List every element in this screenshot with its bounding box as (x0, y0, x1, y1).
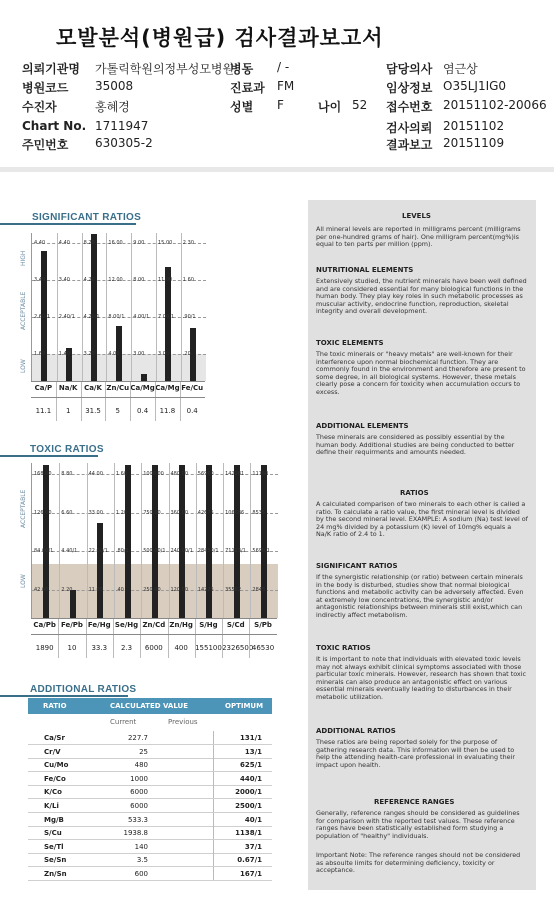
org-label: 의뢰기관명 (22, 62, 80, 76)
significant-tick-label: 3.00 (158, 351, 170, 357)
toxic-category-value: 400 (174, 644, 188, 652)
hosp-code-label: 병원코드 (22, 81, 69, 95)
significant-tick-label: 11.00 (158, 277, 173, 283)
significant-category-label: Ca/Mg (155, 384, 180, 392)
current-cell: 480 (134, 761, 148, 770)
significant-tick-label: .20 (182, 351, 191, 357)
current-cell: 1938.8 (123, 829, 148, 838)
additional-ratios-title: ADDITIONAL RATIOS (30, 684, 137, 695)
toxic-tick-label: 14225 (197, 587, 214, 593)
significant-category-value: 0.4 (137, 407, 149, 415)
toxic-col-divider (250, 463, 251, 618)
toxic-col-divider (223, 463, 224, 618)
significant-ratios-heading: SIGNIFICANT RATIOS (316, 562, 398, 570)
toxic-category-label: Zn/Cd (142, 621, 166, 629)
toxic-bar (261, 465, 267, 618)
toxic-category-label: Fe/Hg (87, 621, 111, 629)
current-cell: 600 (134, 870, 148, 878)
clinical-label: 임상정보 (386, 81, 433, 95)
receipt-value: 20151102-20066 (443, 98, 547, 112)
col-optimum-header: OPTIMUM (225, 702, 264, 710)
table-row (28, 826, 272, 840)
toxic-tick-label: 500.00/1 (143, 548, 166, 554)
toxic-tick-label: 11160 (252, 471, 269, 477)
ratio-cell: S/Cu (44, 829, 62, 838)
reference-ranges-heading: REFERENCE RANGES (374, 798, 455, 806)
report-title: 모발분석(병원급) 검사결과보고서 (56, 26, 384, 50)
toxic-category-value: 33.3 (91, 644, 108, 652)
significant-tick-label: 15.00 (158, 240, 173, 246)
significant-col-divider (82, 233, 83, 381)
additional-ratios-heading: ADDITIONAL RATIOS (316, 727, 396, 735)
ratio-cell: Zn/Sn (44, 870, 67, 878)
significant-tick-label: 1.40 (58, 351, 70, 357)
additional-ratios-table (28, 731, 272, 881)
toxic-tick-label: 120.00 (170, 587, 188, 593)
tox-acceptable-label: ACCEPTABLE (20, 489, 27, 528)
toxic-tick-label: 168.00 (34, 471, 52, 477)
toxic-tick-label: 1.20 (115, 510, 128, 516)
table-col-divider (213, 840, 214, 853)
ratio-cell: K/Li (44, 802, 59, 810)
toxic-category-value: 2326500 (222, 644, 254, 652)
table-col-divider (213, 799, 214, 812)
toxic-foot-rule (31, 634, 277, 635)
significant-category-label: Ca/P (34, 384, 53, 392)
dept-label: 진료과 (230, 81, 265, 95)
levels-text: All mineral levels are reported in milligrams percent (milligrams per one-hundred grams of hair). One milligram percent(mg%)is equal to ten parts per million (ppm). (316, 225, 521, 249)
significant-ratios-footer (31, 381, 205, 421)
clinical-value: O35LJ1IG0 (443, 79, 507, 93)
current-cell: 6000 (130, 788, 148, 797)
significant-col-divider (57, 233, 58, 381)
ratios-heading: RATIOS (400, 489, 429, 497)
significant-tick-label: 2.40/1 (58, 314, 75, 320)
ratio-cell: Se/Tl (44, 842, 64, 851)
toxic-tick-label: 142281 (225, 471, 245, 477)
toxic-foot-divider (140, 618, 141, 658)
toxic-ratios-title: TOXIC RATIOS (30, 444, 104, 455)
request-value: 20151102 (443, 119, 505, 133)
significant-foot-divider (105, 381, 106, 421)
significant-tick-label: 4.20/1 (83, 314, 100, 320)
toxic-ratios-heading: TOXIC RATIOS (316, 644, 371, 652)
nutritional-heading: NUTRITIONAL ELEMENTS (316, 266, 414, 274)
optimum-cell: 37/1 (244, 842, 262, 851)
significant-bar (165, 267, 171, 381)
optimum-cell: 440/1 (239, 774, 262, 783)
toxic-category-value: 10 (67, 644, 77, 652)
toxic-tick-label: 8535 (252, 510, 266, 516)
significant-category-label: Fe/Cu (181, 384, 204, 392)
toxic-foot-divider (58, 618, 59, 658)
significant-category-value: 11.1 (35, 407, 52, 415)
significant-col-divider (131, 233, 132, 381)
toxic-bar (97, 523, 103, 618)
doctor-value: 염근상 (443, 62, 478, 76)
report-header (0, 0, 554, 165)
toxic-tick-label: 5690/1 (252, 548, 270, 554)
toxic-tick-label: 22.00/1 (88, 548, 108, 554)
toxic-col-divider (59, 463, 60, 618)
toxic-foot-divider (249, 618, 250, 658)
significant-tick-label: 8.00 (133, 277, 145, 283)
table-col-divider (213, 758, 214, 771)
report-date-value: 20151109 (443, 136, 505, 150)
current-cell: 6000 (130, 802, 148, 810)
significant-foot-divider (130, 381, 131, 421)
receipt-label: 접수번호 (386, 100, 433, 114)
toxic-col-divider (141, 463, 142, 618)
additional-elements-text: These minerals are considered as possibly essential by the human body. Additional studies are being conducted to better define their requirments and amounts needed. (316, 433, 515, 457)
significant-tick-label: 4.40 (34, 240, 46, 246)
patient-label: 수진자 (22, 100, 57, 114)
levels-heading: LEVELS (402, 212, 431, 220)
significant-bar (190, 328, 196, 381)
ward-label: 병동 (230, 62, 254, 76)
toxic-category-value: 46530 (251, 644, 275, 652)
toxic-category-label: Fe/Pb (60, 621, 83, 629)
optimum-cell: 40/1 (244, 815, 262, 824)
toxic-tick-label: 56960 (197, 471, 214, 477)
toxic-category-label: Ca/Pb (33, 621, 56, 629)
current-cell: 25 (139, 747, 148, 756)
additional-table-header (28, 698, 272, 714)
ward-value: / - (277, 60, 290, 74)
col-ratio-header: RATIO (43, 702, 67, 710)
col-current-sub: Current (110, 718, 137, 726)
hosp-code-value: 35008 (95, 79, 134, 93)
toxic-category-label: S/Hg (199, 621, 218, 629)
significant-tick-label: 8.00/1 (108, 314, 125, 320)
significant-tick-label: 4.00 (108, 351, 120, 357)
toxic-tick-label: 750.00 (143, 510, 161, 516)
toxic-foot-divider (113, 618, 114, 658)
toxic-tick-label: 11.00 (88, 587, 103, 593)
toxic-tick-label: 480.00 (170, 471, 188, 477)
significant-tick-label: 12.00 (108, 277, 123, 283)
significant-tick-label: 7.00/1 (158, 314, 174, 320)
significant-tick-label: 16.00 (108, 240, 123, 246)
toxic-tick-label: 1000.00 (143, 471, 164, 477)
significant-foot-divider (180, 381, 181, 421)
toxic-foot-divider (86, 618, 87, 658)
table-row (28, 785, 272, 799)
sig-high-label: HIGH (20, 250, 27, 266)
toxic-ratios-text: It is important to note that individuals with elevated toxic levels may not always exhibit clinical symptoms associated with those particular toxic minerals. However, research has shown that toxic minerals can also produce an antagonistic effect on various essential minerals eventually leading to disturbances in their metabolic utilization. (316, 655, 526, 701)
ratio-cell: Cu/Mo (44, 761, 69, 770)
toxic-category-value: 6000 (144, 644, 163, 652)
significant-tick-label: 3.40 (58, 277, 70, 283)
col-calc-header: CALCULATED VALUE (110, 702, 189, 710)
col-previous-sub: Previous (168, 718, 198, 726)
toxic-tick-label: 42675 (197, 510, 214, 516)
optimum-cell: 0.67/1 (237, 856, 262, 865)
significant-tick-label: 3.20 (83, 351, 95, 357)
ratio-cell: Se/Sn (44, 856, 67, 865)
request-label: 검사의뢰 (386, 121, 433, 135)
toxic-category-value: 2.3 (120, 644, 133, 652)
significant-tick-label: 4.00/1 (133, 314, 150, 320)
report-date-label: 결과보고 (386, 138, 433, 152)
significant-tick-label: 4.40 (58, 240, 70, 246)
toxic-tick-label: 28450/1 (197, 548, 219, 554)
reference-ranges-note: Important Note: The reference ranges should not be considered as absoulte limits for determining deficiency, toxicity or acceptance. (316, 851, 521, 875)
significant-category-value: 5 (115, 407, 121, 415)
additional-ratios-text: These ratios are being reported solely for the purpose of gathering research data. This information will then be used to help the attending health-care professional in evaluating their impact upon health. (316, 738, 515, 769)
table-row (28, 758, 272, 772)
table-col-divider (213, 731, 214, 744)
age-label: 나이 (318, 100, 342, 114)
toxic-tick-label: 360.00 (170, 510, 188, 516)
toxic-bar (152, 465, 158, 618)
significant-foot-divider (155, 381, 156, 421)
optimum-cell: 625/1 (239, 761, 262, 770)
table-col-divider (213, 826, 214, 839)
toxic-elements-heading: TOXIC ELEMENTS (316, 339, 384, 347)
sig-low-label: LOW (20, 359, 27, 373)
table-col-divider (213, 813, 214, 826)
significant-foot-rule-top (31, 381, 205, 382)
toxic-tick-label: 71123/1 (225, 548, 246, 554)
significant-tick-label: 9.00 (133, 240, 145, 246)
info-panel (308, 200, 536, 890)
current-cell: 140 (134, 842, 148, 851)
ratio-cell: Mg/B (44, 815, 64, 824)
toxic-category-label: Se/Hg (114, 621, 139, 629)
toxic-tick-label: 6.60 (61, 510, 73, 516)
additional-elements-heading: ADDITIONAL ELEMENTS (316, 422, 409, 430)
toxic-tick-label: 44.00 (88, 471, 103, 477)
table-row (28, 867, 272, 881)
optimum-cell: 13/1 (244, 747, 262, 756)
ssn-label: 주민번호 (22, 138, 69, 152)
sig-acceptable-label: ACCEPTABLE (20, 291, 27, 330)
significant-col-divider (156, 233, 157, 381)
toxic-elements-text: The toxic minerals or "heavy metals" are well-known for their interference upon normal biochemical function. They are commonly found in the environment and therefore are present to some degree, in all biological systems. However, these metals clearly pose a concern for toxicity when accumulation occurs to excess. (316, 350, 526, 396)
significant-category-label: Ca/K (84, 384, 102, 392)
toxic-tick-label: 4.40/1 (61, 548, 78, 554)
ratios-text: A calculated comparison of two minerals to each other is called a ratio. To calculate a ratio value, the first mineral level is divided by the second mineral level. EXAMPLE: A sodium (Na) test level of 24 mg% divided by a potassium (K) level of 10mg% equals a Na/K ratio of 2.4 to 1. (316, 500, 528, 539)
reference-ranges-text: Generally, reference ranges should be considered as guidelines for comparison with the reported test values. These reference ranges have been statistically established form studying a population of "healthy" individuals. (316, 809, 520, 840)
toxic-tick-label: 33.00 (88, 510, 103, 516)
significant-category-value: 1 (65, 407, 71, 415)
table-row (28, 813, 272, 827)
significant-tick-label: 1.60 (34, 351, 46, 357)
toxic-tick-label: 8.80 (61, 471, 73, 477)
toxic-foot-divider (168, 618, 169, 658)
toxic-bar (234, 465, 240, 618)
toxic-bar (206, 465, 212, 618)
toxic-category-value: 1890 (35, 644, 54, 652)
toxic-tick-label: .40 (115, 587, 124, 593)
doctor-label: 담당의사 (386, 62, 433, 76)
sex-label: 성별 (230, 100, 254, 114)
toxic-ratios-footer (31, 618, 277, 658)
table-col-divider (213, 772, 214, 785)
table-row (28, 772, 272, 786)
significant-title-rule (0, 223, 136, 225)
significant-ratios-title: SIGNIFICANT RATIOS (32, 212, 142, 223)
age-value: 52 (352, 98, 368, 112)
chart-no-label: Chart No. (22, 119, 87, 133)
toxic-category-label: Zn/Hg (169, 621, 193, 629)
table-row (28, 840, 272, 854)
ratio-cell: Ca/Sr (44, 734, 65, 742)
significant-tick-label: .90/1 (182, 314, 196, 320)
ratio-cell: Fe/Co (44, 774, 66, 783)
toxic-title-rule (0, 455, 98, 457)
dept-value: FM (277, 79, 295, 93)
ssn-value: 630305-2 (95, 136, 153, 150)
table-col-divider (213, 785, 214, 798)
significant-bar (91, 234, 97, 381)
significant-tick-label: 3.00 (133, 351, 145, 357)
significant-tick-label: 4.20 (83, 277, 95, 283)
toxic-tick-label: 2845 (252, 587, 266, 593)
significant-foot-divider (81, 381, 82, 421)
tox-low-label: LOW (20, 574, 27, 588)
optimum-cell: 2000/1 (235, 788, 262, 797)
current-cell: 227.7 (127, 734, 148, 742)
significant-foot-divider (56, 381, 57, 421)
toxic-tick-label: 35562 (225, 587, 241, 593)
org-value: 가톨릭학원의정부성모병원 (95, 62, 235, 76)
patient-value: 홍혜경 (95, 100, 130, 114)
toxic-tick-label: 84.00/1 (34, 548, 54, 554)
significant-category-label: Zn/Cu (106, 384, 130, 392)
table-row (28, 799, 272, 813)
significant-col-divider (106, 233, 107, 381)
toxic-col-divider (169, 463, 170, 618)
significant-ratios-chart (31, 233, 206, 381)
toxic-bar (70, 590, 76, 618)
nutritional-text: Extensively studied, the nutrient minerals have been well defined and are considered essential for many biological functions in the human body. They play key roles in such metabolic processes as muscular activity, endocrine function, reproduction, skeletal integrity and overall development. (316, 277, 527, 316)
toxic-category-label: S/Cd (226, 621, 245, 629)
significant-category-label: Na/K (58, 384, 78, 392)
toxic-tick-label: 2.20 (61, 587, 73, 593)
toxic-tick-label: 250.00 (143, 587, 161, 593)
toxic-col-divider (87, 463, 88, 618)
toxic-tick-label: 42.00 (34, 587, 49, 593)
ratio-cell: K/Co (44, 788, 62, 797)
sex-value: F (277, 98, 284, 112)
header-divider (0, 167, 554, 172)
table-col-divider (213, 745, 214, 758)
significant-bar (141, 374, 147, 381)
table-col-divider (213, 867, 214, 880)
toxic-col-divider (114, 463, 115, 618)
toxic-ratios-chart (31, 463, 278, 618)
current-cell: 3.5 (136, 856, 148, 865)
table-row (28, 745, 272, 759)
optimum-cell: 131/1 (239, 734, 262, 742)
table-col-divider (213, 853, 214, 866)
chart-no-value: 1711947 (95, 119, 149, 133)
toxic-tick-label: 126.00 (34, 510, 52, 516)
ratio-cell: Cr/V (44, 747, 61, 756)
toxic-foot-divider (222, 618, 223, 658)
toxic-tick-label: .80/1 (115, 548, 129, 554)
table-row (28, 853, 272, 867)
toxic-col-divider (196, 463, 197, 618)
significant-tick-label: 1.60 (182, 277, 194, 283)
toxic-foot-divider (195, 618, 196, 658)
significant-col-divider (181, 233, 182, 381)
toxic-category-label: S/Pb (254, 621, 272, 629)
significant-category-label: Ca/Mg (130, 384, 155, 392)
toxic-foot-rule-top (31, 618, 277, 619)
significant-tick-label: 3.40 (34, 277, 46, 283)
significant-ratios-text: If the synergistic relationship (or ratio) between certain minerals in the body is disturbed, studies show that normal biological functions and metabolic activity can be adversely affected. Even at extremely low concentrations, the synergistic and/or antagonistic relationships between minerals still exist,which can indirectly affect metabolism. (316, 573, 524, 619)
optimum-cell: 167/1 (239, 870, 262, 878)
significant-tick-label: 2.60/1 (34, 314, 50, 320)
significant-category-value: 11.8 (159, 407, 176, 415)
current-cell: 533.3 (127, 815, 148, 824)
toxic-bar (179, 465, 185, 618)
toxic-category-value: 155100 (195, 644, 222, 652)
significant-category-value: 31.5 (85, 407, 101, 415)
toxic-tick-label: 1.60 (115, 471, 128, 477)
significant-foot-rule (31, 397, 205, 398)
additional-title-rule (0, 695, 128, 697)
table-row (28, 731, 272, 745)
significant-category-value: 0.4 (186, 407, 198, 415)
current-cell: 1000 (130, 774, 148, 783)
optimum-cell: 2500/1 (235, 802, 262, 810)
significant-tick-label: 2.30 (182, 240, 194, 246)
toxic-tick-label: 240.00/1 (170, 548, 193, 554)
toxic-tick-label: 106686 (225, 510, 245, 516)
optimum-cell: 1138/1 (235, 829, 262, 838)
significant-tick-label: 8.20 (83, 240, 95, 246)
toxic-bar (43, 465, 49, 618)
toxic-bar (125, 465, 131, 618)
